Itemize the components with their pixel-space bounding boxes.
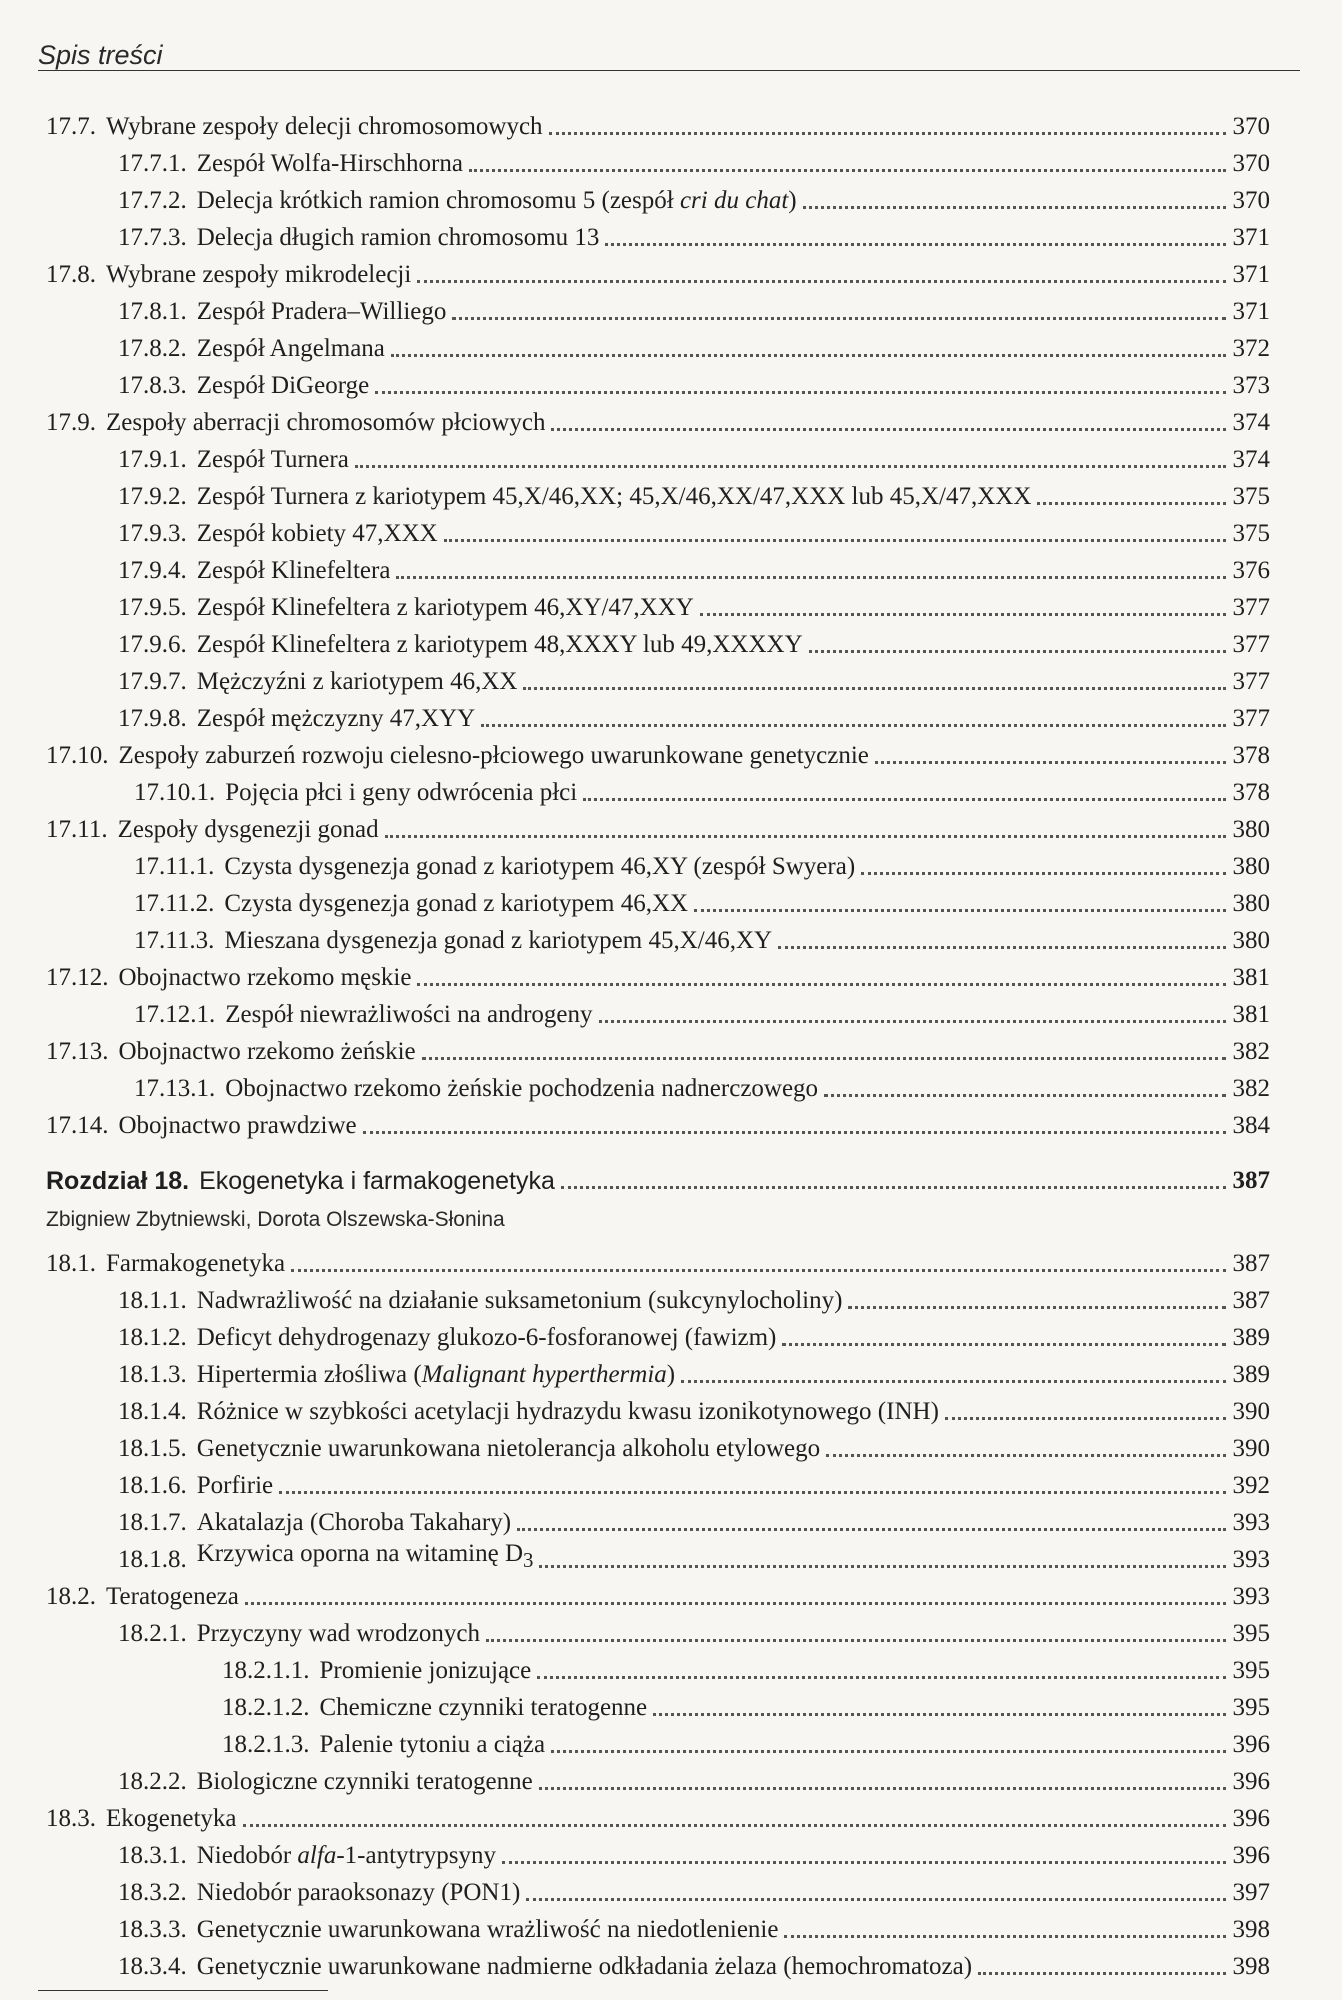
toc-entry[interactable]: [134, 922, 1270, 956]
dot-leader: [561, 1185, 1226, 1189]
toc-entry[interactable]: [134, 848, 1270, 882]
entry-page: 393: [1232, 1546, 1270, 1573]
dot-leader: [653, 1712, 1226, 1716]
dot-leader: [375, 390, 1226, 394]
entry-title: Chemiczne czynniki teratogenne: [319, 1694, 648, 1721]
dot-leader: [385, 834, 1226, 838]
entry-page: 396: [1232, 1768, 1270, 1795]
entry-number: 18.2.1.1.: [222, 1657, 310, 1684]
entry-page: 387: [1232, 1287, 1270, 1314]
entry-title: Wybrane zespoły delecji chromosomowych: [106, 113, 543, 140]
toc-entry[interactable]: [118, 663, 1270, 697]
entry-title: Różnice w szybkości acetylacji hydrazydu kwasu izonikotynowego (INH): [196, 1398, 939, 1425]
entry-page: 393: [1232, 1583, 1270, 1610]
toc-entry[interactable]: [118, 182, 1270, 216]
toc-entry[interactable]: [118, 367, 1270, 401]
entry-page: 398: [1232, 1953, 1270, 1980]
entry-title: Genetycznie uwarunkowana wrażliwość na niedotlenienie: [196, 1916, 779, 1943]
dot-leader: [537, 1675, 1226, 1679]
toc-entry[interactable]: [118, 145, 1270, 179]
entry-page: 380: [1232, 853, 1270, 880]
entry-number: 17.8.1.: [118, 298, 187, 325]
dot-leader: [824, 1093, 1226, 1097]
entry-number: 17.9.5.: [118, 594, 187, 621]
chapter-18-entry[interactable]: [46, 1162, 1270, 1196]
entry-title: Przyczyny wad wrodzonych: [196, 1620, 480, 1647]
dot-leader: [417, 982, 1226, 986]
dot-leader: [417, 279, 1226, 283]
entry-number: 17.7.: [46, 113, 96, 140]
toc-entry[interactable]: [118, 1356, 1270, 1390]
entry-number: 17.11.2.: [134, 890, 215, 917]
dot-leader: [551, 427, 1226, 431]
entry-title: Mężczyźni z kariotypem 46,XX: [196, 668, 518, 695]
entry-number: 17.9.1.: [118, 446, 187, 473]
dot-leader: [291, 1268, 1226, 1272]
entry-title: Zespół Wolfa-Hirschhorna: [196, 150, 463, 177]
entry-title: Deficyt dehydrogenazy glukozo-6-fosforanowej (fawizm): [196, 1324, 777, 1351]
entry-number: 18.1.7.: [118, 1509, 187, 1536]
entry-page: 371: [1232, 261, 1270, 288]
toc-entry[interactable]: [118, 1763, 1270, 1797]
dot-leader: [539, 1786, 1226, 1790]
entry-title: Obojnactwo prawdziwe: [118, 1112, 357, 1139]
entry-number: 17.11.1.: [134, 853, 215, 880]
toc-entry[interactable]: [118, 441, 1270, 475]
entry-number: 18.1.3.: [118, 1361, 187, 1388]
entry-page: 378: [1232, 742, 1270, 769]
dot-leader: [599, 1019, 1227, 1023]
entry-title: Akatalazja (Choroba Takahary): [196, 1509, 512, 1536]
entry-page: 378: [1232, 779, 1270, 806]
entry-title: Zespół niewrażliwości na androgeny: [225, 1001, 593, 1028]
entry-page: 384: [1232, 1112, 1270, 1139]
entry-page: 381: [1232, 1001, 1270, 1028]
dot-leader: [526, 1897, 1226, 1901]
entry-number: 17.10.1.: [134, 779, 216, 806]
entry-page: 382: [1232, 1038, 1270, 1065]
toc-entry[interactable]: [118, 1874, 1270, 1908]
dot-leader: [861, 871, 1226, 875]
entry-number: 17.14.: [46, 1112, 109, 1139]
dot-leader: [452, 316, 1226, 320]
entry-page: 396: [1232, 1805, 1270, 1832]
entry-page: 371: [1232, 298, 1270, 325]
entry-title: Farmakogenetyka: [106, 1250, 286, 1277]
entry-title: Obojnactwo rzekomo żeńskie: [118, 1038, 416, 1065]
toc-entry[interactable]: [46, 256, 1270, 290]
entry-page: 375: [1232, 520, 1270, 547]
toc-entry[interactable]: [134, 996, 1270, 1030]
entry-page: 377: [1232, 594, 1270, 621]
entry-number: 17.10.: [46, 742, 109, 769]
entry-page: 370: [1232, 150, 1270, 177]
toc-entry[interactable]: [118, 1319, 1270, 1353]
entry-number: 18.1.6.: [118, 1472, 187, 1499]
entry-page: 374: [1232, 409, 1270, 436]
toc-entry[interactable]: [118, 1393, 1270, 1427]
dot-leader: [778, 945, 1226, 949]
entry-number: 17.13.1.: [134, 1075, 216, 1102]
entry-title: Zespół Turnera z kariotypem 45,X/46,XX; 45,X/46,XX/47,XXX lub 45,X/47,XXX: [196, 483, 1032, 510]
entry-page: 371: [1232, 224, 1270, 251]
entry-page: 380: [1232, 927, 1270, 954]
dot-leader: [444, 538, 1226, 542]
entry-title: Palenie tytoniu a ciąża: [319, 1731, 546, 1758]
toc-entry[interactable]: [118, 589, 1270, 623]
dot-leader: [391, 353, 1226, 357]
toc-entry[interactable]: [118, 1430, 1270, 1464]
entry-title: Porfirie: [196, 1472, 274, 1499]
entry-title: Promienie jonizujące: [319, 1657, 532, 1684]
running-title: Spis treści: [38, 40, 163, 70]
entry-page: 380: [1232, 816, 1270, 843]
entry-page: 381: [1232, 964, 1270, 991]
entry-title: Zespół Pradera–Williego: [196, 298, 447, 325]
entry-number: 18.2.1.: [118, 1620, 187, 1647]
entry-page: 376: [1232, 557, 1270, 584]
entry-number: 18.2.: [46, 1583, 96, 1610]
entry-title: Zespół Turnera: [196, 446, 349, 473]
entry-title: Teratogeneza: [106, 1583, 239, 1610]
dot-leader: [605, 242, 1226, 246]
chapter-title: Ekogenetyka i farmakogenetyka: [199, 1167, 555, 1195]
dot-leader: [681, 1379, 1226, 1383]
toc-entry[interactable]: [134, 1070, 1270, 1104]
dot-leader: [279, 1490, 1226, 1494]
entry-page: 392: [1232, 1472, 1270, 1499]
entry-page: 389: [1232, 1361, 1270, 1388]
entry-number: 17.8.3.: [118, 372, 187, 399]
entry-title: Zespoły dysgenezji gonad: [117, 816, 379, 843]
entry-page: 395: [1232, 1620, 1270, 1647]
entry-title: Obojnactwo rzekomo żeńskie pochodzenia nadnerczowego: [225, 1075, 819, 1102]
entry-title: Niedobór paraoksonazy (PON1): [196, 1879, 521, 1906]
dot-leader: [245, 1601, 1226, 1605]
entry-number: 18.1.1.: [118, 1287, 187, 1314]
toc-entry[interactable]: [118, 1282, 1270, 1316]
dot-leader: [422, 1056, 1226, 1060]
dot-leader: [363, 1130, 1226, 1134]
toc-entry[interactable]: [118, 1541, 1270, 1575]
entry-title: Zespoły zaburzeń rozwoju cielesno-płciowego uwarunkowane genetycznie: [118, 742, 869, 769]
dot-leader: [700, 612, 1226, 616]
entry-title: Wybrane zespoły mikrodelecji: [106, 261, 412, 288]
entry-number: 17.9.4.: [118, 557, 187, 584]
toc-entry[interactable]: [46, 959, 1270, 993]
entry-page: 390: [1232, 1398, 1270, 1425]
entry-number: 18.1.4.: [118, 1398, 187, 1425]
entry-number: 18.2.2.: [118, 1768, 187, 1795]
entry-title: Krzywica oporna na witaminę $D_3$: [196, 1540, 534, 1572]
entry-title: Nadwrażliwość na działanie suksametonium (sukcynylocholiny): [196, 1287, 843, 1314]
entry-page: 377: [1232, 668, 1270, 695]
entry-number: 17.7.3.: [118, 224, 187, 251]
entry-number: 17.9.6.: [118, 631, 187, 658]
entry-number: 18.1.2.: [118, 1324, 187, 1351]
toc-entry[interactable]: [46, 811, 1270, 845]
entry-title: Zespół DiGeorge: [196, 372, 370, 399]
entry-page: 393: [1232, 1509, 1270, 1536]
toc-entry[interactable]: [118, 1837, 1270, 1871]
entry-page: 395: [1232, 1694, 1270, 1721]
entry-title: Pojęcia płci i geny odwrócenia płci: [225, 779, 578, 806]
dot-leader: [517, 1527, 1226, 1531]
entry-number: 17.7.1.: [118, 150, 187, 177]
entry-number: 17.9.8.: [118, 705, 187, 732]
entry-number: 17.7.2.: [118, 187, 187, 214]
dot-leader: [782, 1342, 1226, 1346]
toc-entry[interactable]: [118, 1615, 1270, 1649]
entry-page: 382: [1232, 1075, 1270, 1102]
entry-page: 387: [1232, 1250, 1270, 1277]
entry-number: 18.1.: [46, 1250, 96, 1277]
entry-number: 17.9.7.: [118, 668, 187, 695]
entry-page: 397: [1232, 1879, 1270, 1906]
dot-leader: [539, 1564, 1226, 1568]
toc-entry[interactable]: [46, 1578, 1270, 1612]
toc-entry[interactable]: [118, 478, 1270, 512]
dot-leader: [355, 464, 1226, 468]
entry-title: Czysta dysgenezja gonad z kariotypem 46,XX: [224, 890, 689, 917]
dot-leader: [523, 686, 1226, 690]
dot-leader: [809, 649, 1226, 653]
entry-page: 390: [1232, 1435, 1270, 1462]
entry-page: 395: [1232, 1657, 1270, 1684]
entry-title: Genetycznie uwarunkowane nadmierne odkładania żelaza (hemochromatoza): [196, 1953, 973, 1980]
toc-entry[interactable]: [46, 108, 1270, 142]
dot-leader: [875, 760, 1226, 764]
dot-leader: [978, 1971, 1226, 1975]
entry-number: 17.9.: [46, 409, 96, 436]
entry-number: 18.3.4.: [118, 1953, 187, 1980]
toc-entry[interactable]: [222, 1652, 1270, 1686]
entry-title: Zespół Angelmana: [196, 335, 385, 362]
entry-page: 370: [1232, 187, 1270, 214]
entry-number: 18.3.: [46, 1805, 96, 1832]
chapter-label: Rozdział 18.: [46, 1167, 190, 1195]
toc-entry[interactable]: [118, 219, 1270, 253]
toc-entry[interactable]: [46, 1107, 1270, 1141]
entry-title: Hipertermia złośliwa (Malignant hyperthermia): [196, 1361, 676, 1388]
toc-entry[interactable]: [46, 404, 1270, 438]
entry-number: 17.13.: [46, 1038, 109, 1065]
entry-page: 396: [1232, 1842, 1270, 1869]
toc-entry[interactable]: [118, 1948, 1270, 1982]
entry-number: 17.9.3.: [118, 520, 187, 547]
entry-number: 17.12.1.: [134, 1001, 216, 1028]
entry-title: Genetycznie uwarunkowana nietolerancja alkoholu etylowego: [196, 1435, 821, 1462]
entry-number: 17.11.3.: [134, 927, 215, 954]
chapter-page: 387: [1232, 1167, 1270, 1194]
entry-number: 17.8.2.: [118, 335, 187, 362]
dot-leader: [583, 797, 1226, 801]
entry-title: Delecja długich ramion chromosomu 13: [196, 224, 600, 251]
dot-leader: [469, 168, 1226, 172]
footer-rule: [38, 1990, 328, 1991]
toc-entry[interactable]: [118, 626, 1270, 660]
toc-entry[interactable]: [118, 1504, 1270, 1538]
toc-entry[interactable]: [46, 1245, 1270, 1279]
toc-entry[interactable]: [118, 293, 1270, 327]
dot-leader: [826, 1453, 1226, 1457]
toc-entry[interactable]: [134, 774, 1270, 808]
dot-leader: [486, 1638, 1226, 1642]
entry-number: 18.2.1.3.: [222, 1731, 310, 1758]
entry-title: Zespół Klinefeltera: [196, 557, 391, 584]
entry-number: 17.8.: [46, 261, 96, 288]
header-rule: [38, 70, 1300, 71]
entry-title: Zespoły aberracji chromosomów płciowych: [106, 409, 546, 436]
entry-page: 375: [1232, 483, 1270, 510]
toc-entry[interactable]: [222, 1689, 1270, 1723]
entry-page: 377: [1232, 705, 1270, 732]
toc-entry[interactable]: [46, 1033, 1270, 1067]
toc-entry[interactable]: [118, 515, 1270, 549]
toc-entry[interactable]: [46, 1800, 1270, 1834]
entry-number: 18.2.1.2.: [222, 1694, 310, 1721]
entry-title: Ekogenetyka: [106, 1805, 237, 1832]
entry-title: Zespół mężczyzny 47,XYY: [196, 705, 476, 732]
dot-leader: [549, 131, 1226, 135]
entry-page: 377: [1232, 631, 1270, 658]
entry-number: 18.3.2.: [118, 1879, 187, 1906]
dot-leader: [551, 1749, 1226, 1753]
toc-entry[interactable]: [118, 1911, 1270, 1945]
entry-title: Zespół kobiety 47,XXX: [196, 520, 438, 547]
toc-entry[interactable]: [46, 737, 1270, 771]
entry-page: 373: [1232, 372, 1270, 399]
entry-title: Zespół Klinefeltera z kariotypem 48,XXXY lub 49,XXXXY: [196, 631, 803, 658]
entry-title: Obojnactwo rzekomo męskie: [118, 964, 412, 991]
entry-number: 17.12.: [46, 964, 109, 991]
entry-title: Biologiczne czynniki teratogenne: [196, 1768, 533, 1795]
toc-entry[interactable]: [118, 700, 1270, 734]
chapter-authors: Zbigniew Zbytniewski, Dorota Olszewska-Słonina: [46, 1208, 505, 1231]
entry-page: 370: [1232, 113, 1270, 140]
entry-page: 372: [1232, 335, 1270, 362]
dot-leader: [945, 1416, 1226, 1420]
entry-title: Delecja krótkich ramion chromosomu 5 (zespół cri du chat): [196, 187, 797, 214]
entry-title: Niedobór alfa-1-antytrypsyny: [196, 1842, 497, 1869]
entry-title: Mieszana dysgenezja gonad z kariotypem 45,X/46,XY: [224, 927, 773, 954]
entry-page: 398: [1232, 1916, 1270, 1943]
entry-title: Czysta dysgenezja gonad z kariotypem 46,XY (zespół Swyera): [224, 853, 856, 880]
dot-leader: [396, 575, 1226, 579]
toc-entry[interactable]: [134, 885, 1270, 919]
entry-number: 18.3.3.: [118, 1916, 187, 1943]
entry-number: 17.9.2.: [118, 483, 187, 510]
dot-leader: [1037, 501, 1226, 505]
dot-leader: [784, 1934, 1226, 1938]
dot-leader: [803, 205, 1226, 209]
entry-number: 17.11.: [46, 816, 108, 843]
toc-entry[interactable]: [118, 330, 1270, 364]
entry-page: 396: [1232, 1731, 1270, 1758]
entry-page: 380: [1232, 890, 1270, 917]
entry-number: 18.3.1.: [118, 1842, 187, 1869]
entry-number: 18.1.8.: [118, 1546, 187, 1573]
entry-title: Zespół Klinefeltera z kariotypem 46,XY/47,XXY: [196, 594, 694, 621]
entry-page: 389: [1232, 1324, 1270, 1351]
dot-leader: [481, 723, 1226, 727]
dot-leader: [502, 1860, 1226, 1864]
entry-number: 18.1.5.: [118, 1435, 187, 1462]
toc-entry[interactable]: [118, 552, 1270, 586]
dot-leader: [848, 1305, 1226, 1309]
entry-page: 374: [1232, 446, 1270, 473]
toc-entry[interactable]: [118, 1467, 1270, 1501]
dot-leader: [243, 1823, 1226, 1827]
toc-entry[interactable]: [222, 1726, 1270, 1760]
dot-leader: [694, 908, 1226, 912]
